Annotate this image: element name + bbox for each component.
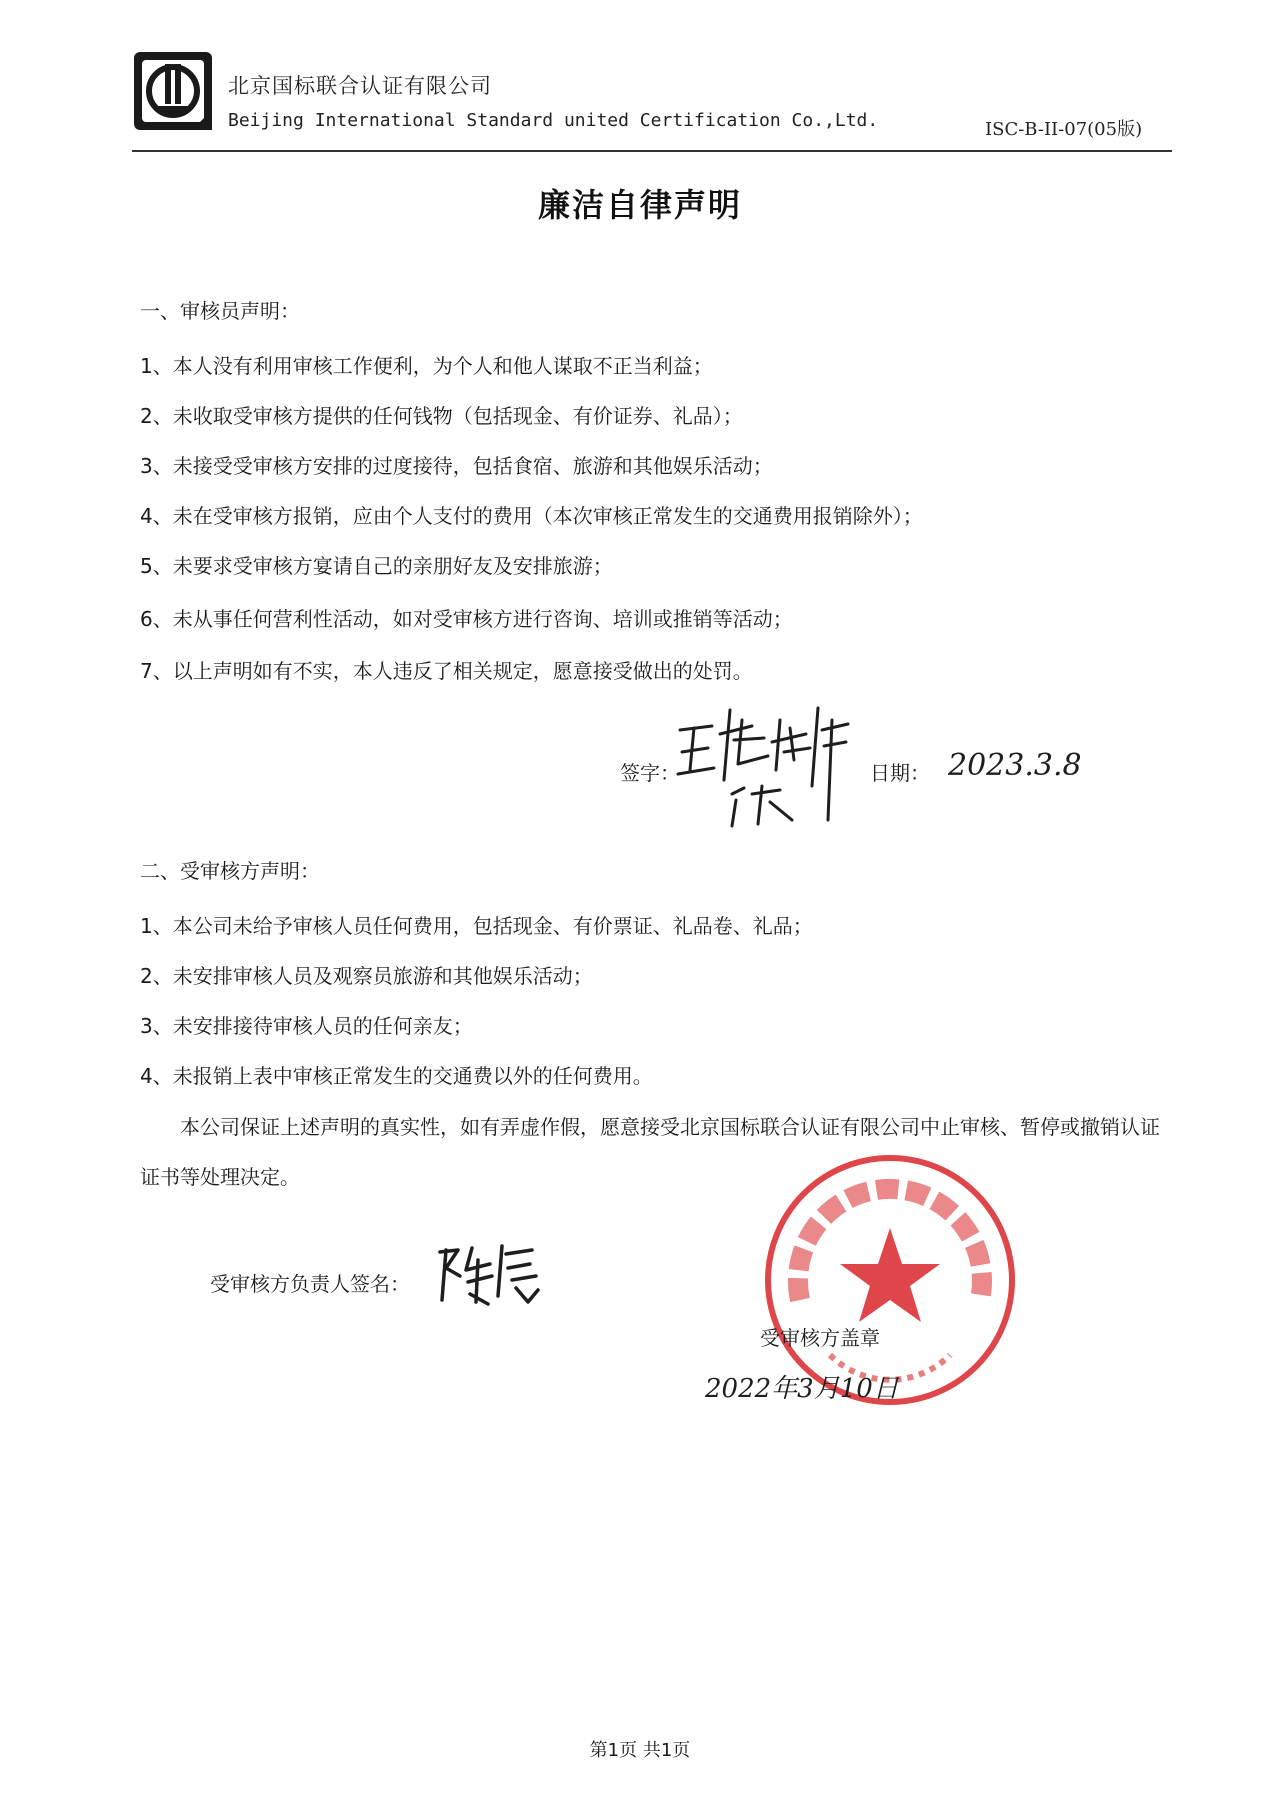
auditee-rep-signature	[432, 1240, 542, 1310]
handwritten-signature-icon	[672, 690, 872, 830]
auditor-item: 5、未要求受审核方宴请自己的亲朋好友及安排旅游；	[140, 554, 613, 578]
auditee-item: 1、本公司未给予审核人员任何费用，包括现金、有价票证、礼品卷、礼品；	[140, 914, 813, 938]
seal-label: 受审核方盖章	[760, 1326, 880, 1350]
auditor-item: 1、本人没有利用审核工作便利，为个人和他人谋取不正当利益；	[140, 354, 713, 378]
auditor-item: 4、未在受审核方报销，应由个人支付的费用（本次审核正常发生的交通费用报销除外）；	[140, 504, 923, 528]
company-logo-icon	[132, 50, 214, 132]
auditor-sign-label: 签字：	[620, 761, 680, 785]
form-code: ISC-B-II-07(05版)	[985, 119, 1143, 140]
page-number: 第1页 共1页	[589, 1740, 691, 1761]
company-name-en: Beijing International Standard united Certification Co.,Ltd.	[228, 110, 879, 131]
document-title: 廉洁自律声明	[537, 186, 742, 224]
auditor-date-value: 2023.3.8	[948, 748, 1082, 783]
auditor-signature	[672, 690, 872, 830]
company-logo	[132, 50, 214, 132]
auditor-item: 7、以上声明如有不实，本人违反了相关规定，愿意接受做出的处罚。	[140, 659, 753, 683]
company-name-cn: 北京国标联合认证有限公司	[228, 74, 492, 98]
seal-date: 2022年3月10日	[705, 1374, 899, 1404]
auditee-item: 2、未安排审核人员及观察员旅游和其他娱乐活动；	[140, 964, 593, 988]
auditee-section-heading: 二、受审核方声明：	[140, 859, 320, 883]
auditor-item: 3、未接受受审核方安排的过度接待，包括食宿、旅游和其他娱乐活动；	[140, 454, 773, 478]
auditee-item: 4、未报销上表中审核正常发生的交通费以外的任何费用。	[140, 1064, 653, 1088]
auditee-rep-sign-label: 受审核方负责人签名：	[210, 1272, 410, 1296]
auditor-item: 6、未从事任何营利性活动，如对受审核方进行咨询、培训或推销等活动；	[140, 607, 793, 631]
auditor-section-heading: 一、审核员声明：	[140, 299, 300, 323]
header-divider	[132, 150, 1172, 152]
auditor-date-label: 日期：	[870, 761, 930, 785]
handwritten-signature-icon	[432, 1240, 542, 1310]
auditor-item: 2、未收取受审核方提供的任何钱物（包括现金、有价证券、礼品）；	[140, 404, 743, 428]
auditee-item: 3、未安排接待审核人员的任何亲友；	[140, 1014, 473, 1038]
guarantee-paragraph: 本公司保证上述声明的真实性，如有弄虚作假，愿意接受北京国标联合认证有限公司中止审核、暂停或撤销认证证书等处理决定。	[140, 1115, 1160, 1189]
